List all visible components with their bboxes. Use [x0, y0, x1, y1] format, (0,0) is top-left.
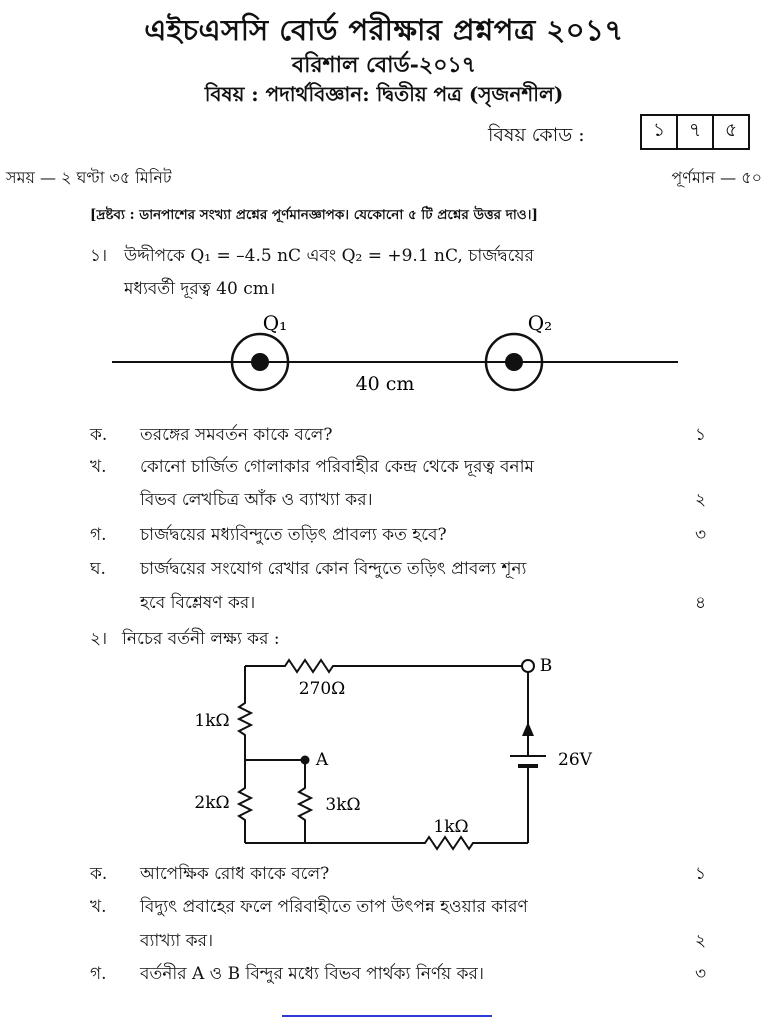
resistor-bottom-1k-label: 1kΩ — [433, 817, 469, 837]
q1-part-text-line2: বিভব লেখচিত্র আঁক ও ব্যাখ্যা কর। — [140, 490, 373, 510]
q2-part-text: আপেক্ষিক রোধ কাকে বলে? — [140, 864, 330, 884]
q1-part-mark: ১ — [694, 425, 706, 445]
q2-circuit-diagram — [0, 648, 768, 858]
exam-time: সময় — ২ ঘণ্টা ৩৫ মিনিট — [6, 168, 172, 187]
resistor-left-top — [239, 666, 251, 760]
resistor-270-label: 270Ω — [298, 679, 346, 699]
subject-code-digit: ৫ — [712, 114, 750, 150]
q1-part-label: ক. — [90, 425, 108, 445]
q1-stem-line2: মধ্যবর্তী দূরত্ব 40 cm। — [124, 279, 276, 299]
q1-part-label: খ. — [90, 457, 107, 477]
q2-part-mark: ৩ — [694, 964, 706, 984]
charge-q2-core — [505, 353, 523, 371]
q2-part-text-line2: ব্যাখ্যা কর। — [140, 931, 214, 951]
instruction-note: [দ্রষ্টব্য : ডানপাশের সংখ্যা প্রশ্নের পূর্ণমানজ্ঞাপক। যেকোনো ৫ টি প্রশ্নের উত্তর দাও।] — [90, 207, 538, 223]
node-a-label: A — [315, 750, 329, 770]
q1-part-mark: ২ — [694, 490, 706, 510]
paper-title: এইচএসসি বোর্ড পরীক্ষার প্রশ্নপত্র ২০১৭ — [144, 13, 624, 47]
node-b-terminal — [522, 660, 534, 672]
resistor-3k-label: 3kΩ — [325, 795, 361, 815]
subject-code-digit: ৭ — [676, 114, 714, 150]
q2-number: ২। — [90, 629, 108, 649]
q1-part-mark: ৪ — [694, 593, 706, 613]
charge-q2-label: Q₂ — [527, 311, 553, 335]
charge-q1-label: Q₁ — [262, 311, 288, 335]
q1-part-label: গ. — [90, 525, 107, 545]
q2-part-mark: ২ — [694, 931, 706, 951]
bottom-divider — [282, 1015, 492, 1017]
node-a-dot — [301, 756, 310, 765]
q2-part-label: গ. — [90, 964, 107, 984]
q2-part-label: ক. — [90, 864, 108, 884]
resistor-left-bottom — [239, 760, 251, 843]
q1-part-text-line2: হবে বিশ্লেষণ কর। — [140, 593, 256, 613]
resistor-1k-label: 1kΩ — [194, 711, 230, 731]
q1-part-label: ঘ. — [90, 559, 106, 579]
resistor-middle — [299, 760, 311, 843]
q2-stem: নিচের বর্তনী লক্ষ্য কর : — [122, 629, 280, 649]
resistor-2k-label: 2kΩ — [194, 793, 230, 813]
q2-part-mark: ১ — [694, 864, 706, 884]
q1-number: ১। — [90, 246, 108, 266]
battery-label: 26V — [558, 750, 592, 770]
full-marks: পূর্ণমান — ৫০ — [671, 168, 762, 187]
q2-part-text: বিদ্যুৎ প্রবাহের ফলে পরিবাহীতে তাপ উৎপন্ন হওয়ার কারণ — [140, 897, 528, 917]
wire-top — [245, 660, 522, 672]
q1-part-mark: ৩ — [694, 525, 706, 545]
subject-code-digit: ১ — [640, 114, 678, 150]
q1-charge-figure — [0, 300, 768, 405]
board-name: বরিশাল বোর্ড-২০১৭ — [291, 52, 477, 78]
subject-line: বিষয় : পদার্থবিজ্ঞান: দ্বিতীয় পত্র (সৃজনশীল) — [204, 82, 564, 106]
q1-part-text: কোনো চার্জিত গোলাকার পরিবাহীর কেন্দ্র থেকে দূরত্ব বনাম — [140, 457, 534, 477]
charge-q1-core — [251, 353, 269, 371]
q2-part-label: খ. — [90, 897, 107, 917]
q1-part-text: চার্জদ্বয়ের সংযোগ রেখার কোন বিন্দুতে তড়িৎ প্রাবল্য শূন্য — [140, 559, 527, 579]
subject-code-label: বিষয় কোড : — [488, 124, 585, 146]
q1-part-text: চার্জদ্বয়ের মধ্যবিন্দুতে তড়িৎ প্রাবল্য কত হবে? — [140, 525, 447, 545]
q1-stem-line1: উদ্দীপকে Q₁ = –4.5 nC এবং Q₂ = +9.1 nC, চার্জদ্বয়ের — [124, 246, 534, 266]
subject-code-boxes — [642, 114, 750, 150]
q1-part-text: তরঙ্গের সমবর্তন কাকে বলে? — [140, 425, 333, 445]
q2-part-text: বর্তনীর A ও B বিন্দুর মধ্যে বিভব পার্থক্য নির্ণয় কর। — [140, 964, 484, 984]
current-arrow — [522, 722, 534, 736]
node-b-label: B — [539, 656, 553, 676]
distance-label: 40 cm — [355, 373, 415, 395]
